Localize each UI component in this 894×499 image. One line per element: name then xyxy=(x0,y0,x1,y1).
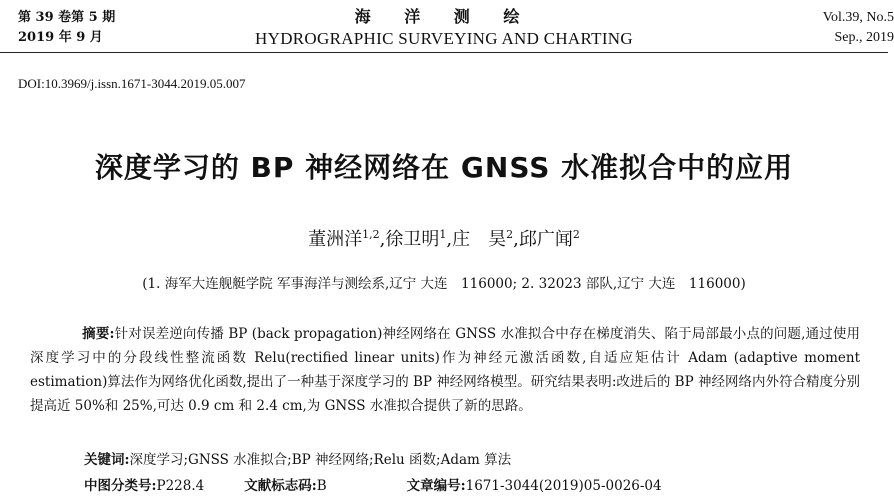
header-rule xyxy=(0,52,888,53)
article-number-value: 1671-3044(2019)05-0026-04 xyxy=(465,478,662,494)
author-list: 董洲洋$^{1,2}$,徐卫明$^1$,庄 昊$^2$,邱广闻$^2$ xyxy=(308,228,580,250)
author-name: 庄 昊 xyxy=(452,229,507,250)
doi: DOI:10.3969/j.issn.1671-3044.2019.05.007 xyxy=(18,76,246,91)
paper-title: 深度学习的 BP 神经网络在 GNSS 水准拟合中的应用 xyxy=(94,151,794,184)
classification-line xyxy=(84,474,662,494)
header-right xyxy=(823,8,894,48)
abstract-text: 针对误差逆向传播 BP (back propagation)神经网络在 GNSS 水准拟合中存在梯度消失、陷于局部最小点的问题,通过使用深度学习中的分段线性整流函数 Relu(rectified linear units)作为神经元激活函数,自适应矩估计 Adam (adaptive moment estimation)算法作为网络优化函数,提出了一种基于深度学习的 BP 神经网络模型。研究结果表明:改进后的 BP 神经网络内外符合精度分别提高近 50%和 25%,可达 0.9 cm 和 2.4 cm,为 GNSS 水准拟合提供了新的思路。 xyxy=(30,326,860,414)
author-affil-mark: 2 xyxy=(506,228,514,241)
volume-cn: 第 39 卷第 5 期 xyxy=(18,10,116,25)
author-name: 徐卫明 xyxy=(385,229,440,250)
author-name: 董洲洋 xyxy=(308,229,363,250)
keywords-label: 关键词: xyxy=(84,452,130,468)
keywords xyxy=(84,448,511,468)
journal-name-en: HYDROGRAPHIC SURVEYING AND CHARTING xyxy=(255,29,633,48)
author-affil-mark: 1,2 xyxy=(362,228,380,241)
affiliations: (1. 海军大连舰艇学院 军事海洋与测绘系,辽宁 大连 116000; 2. 32023 部队,辽宁 大连 116000) xyxy=(142,276,746,292)
abstract xyxy=(30,322,860,418)
date-cn: 2019 年 9 月 xyxy=(18,30,103,45)
author-affil-mark: 1 xyxy=(439,228,447,241)
abstract-label: 摘要: xyxy=(82,326,115,342)
doc-code-value: B xyxy=(316,478,327,494)
author-name: 邱广闻 xyxy=(518,229,573,250)
author-affil-mark: 2 xyxy=(572,228,580,241)
keywords-text: 深度学习;GNSS 水准拟合;BP 神经网络;Relu 函数;Adam 算法 xyxy=(129,452,512,468)
doc-code-label: 文献标志码: xyxy=(244,478,317,494)
clc-value: P228.4 xyxy=(156,478,205,494)
volume-en: Vol.39, No.5 xyxy=(822,10,894,25)
clc-label: 中图分类号: xyxy=(84,478,157,494)
date-en: Sep., 2019 xyxy=(834,30,894,45)
article-number-label: 文章编号: xyxy=(406,478,466,494)
header-center xyxy=(0,6,888,50)
journal-name-cn: 海 洋 测 绘 xyxy=(354,7,534,26)
